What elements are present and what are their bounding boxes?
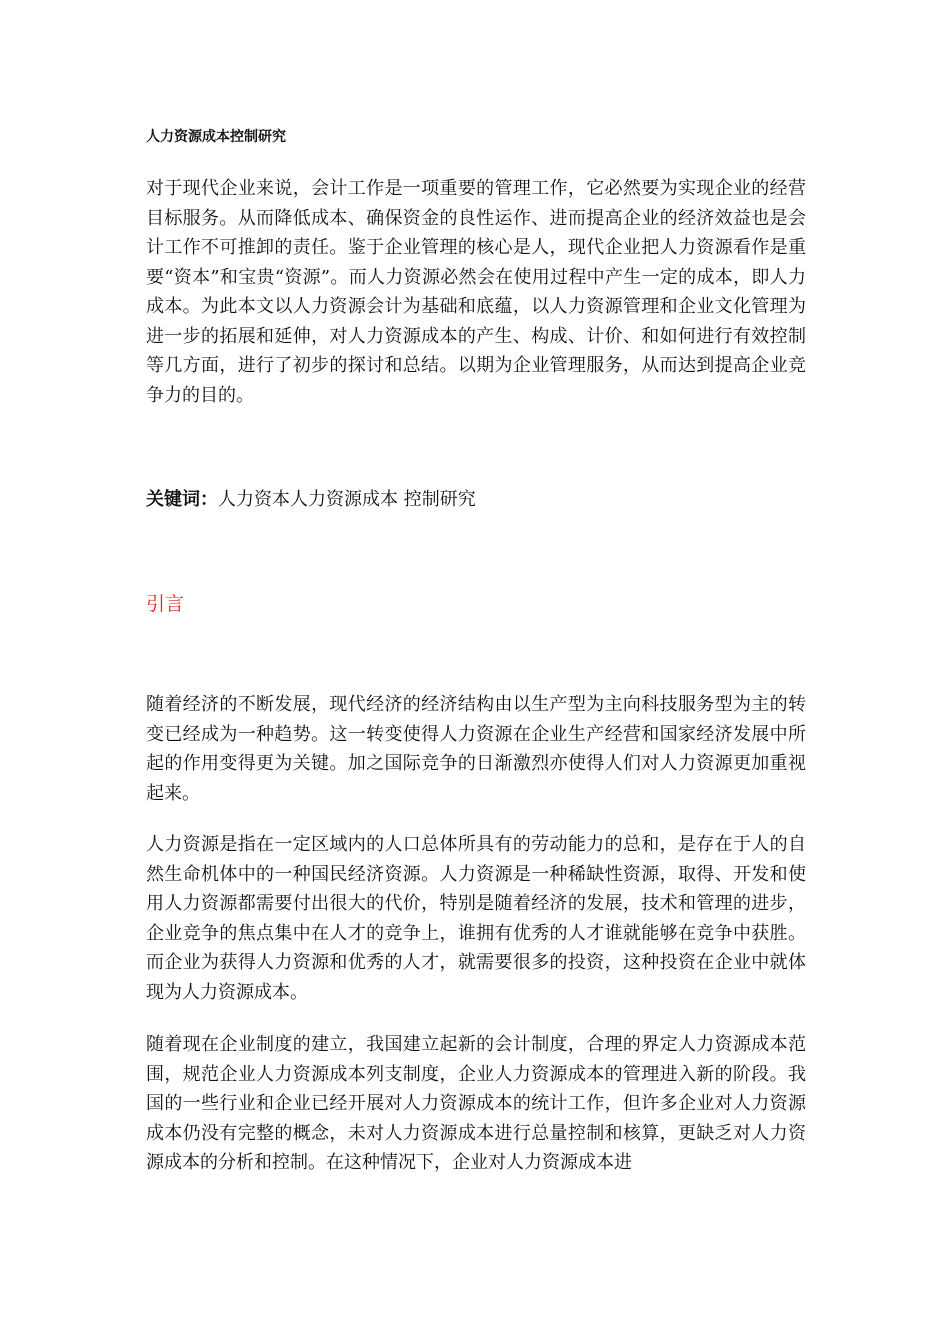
keywords-line [146,486,476,514]
abstract-paragraph: 对于现代企业来说，会计工作是一项重要的管理工作，它必然要为实现企业的经营目标服务。从而降低成本、确保资金的良性运作、进而提高企业的经济效益也是会计工作不可推卸的责任。鉴于企业管理的核心是人，现代企业把人力资源看作是重要“资本”和宝贵“资源”。而人力资源必然会在使用过程中产生一定的成本，即人力成本。为此本文以人力资源会计为基础和底蕴，以人力资源管理和企业文化管理为进一步的拓展和延伸，对人力资源成本的产生、构成、计价、和如何进行有效控制等几方面，进行了初步的探讨和总结。以期为企业管理服务，从而达到提高企业竞争力的目的。 [146,178,806,406]
body-paragraph-1: 随着经济的不断发展，现代经济的经济结构由以生产型为主向科技服务型为主的转变已经成为一种趋势。这一转变使得人力资源在企业生产经营和国家经济发展中所起的作用变得更为关键。加之国际竞争的日渐激烈亦使得人们对人力资源更加重视起来。 [146,694,806,804]
keywords-label: 关键词： [146,489,218,510]
document-page [146,0,806,1344]
document-title: 人力资源成本控制研究 [146,129,286,145]
body-paragraph-3: 随着现在企业制度的建立，我国建立起新的会计制度，合理的界定人力资源成本范围，规范企业人力资源成本列支制度，企业人力资源成本的管理进入新的阶段。我国的一些行业和企业已经开展对人力资源成本的统计工作，但许多企业对人力资源成本仍没有完整的概念，未对人力资源成本进行总量控制和核算，更缺乏对人力资源成本的分析和控制。在这种情况下，企业对人力资源成本进 [146,1034,806,1173]
keywords-text: 人力资本人力资源成本 控制研究 [218,489,476,510]
section-heading-introduction: 引言 [146,593,185,615]
body-paragraph-2: 人力资源是指在一定区域内的人口总体所具有的劳动能力的总和，是存在于人的自然生命机体中的一种国民经济资源。人力资源是一种稀缺性资源，取得、开发和使用人力资源都需要付出很大的代价，特别是随着经济的发展，技术和管理的进步，企业竞争的焦点集中在人才的竞争上，谁拥有优秀的人才谁就能够在竞争中获胜。而企业为获得人力资源和优秀的人才，就需要很多的投资，这种投资在企业中就体现为人力资源成本。 [146,834,806,1003]
